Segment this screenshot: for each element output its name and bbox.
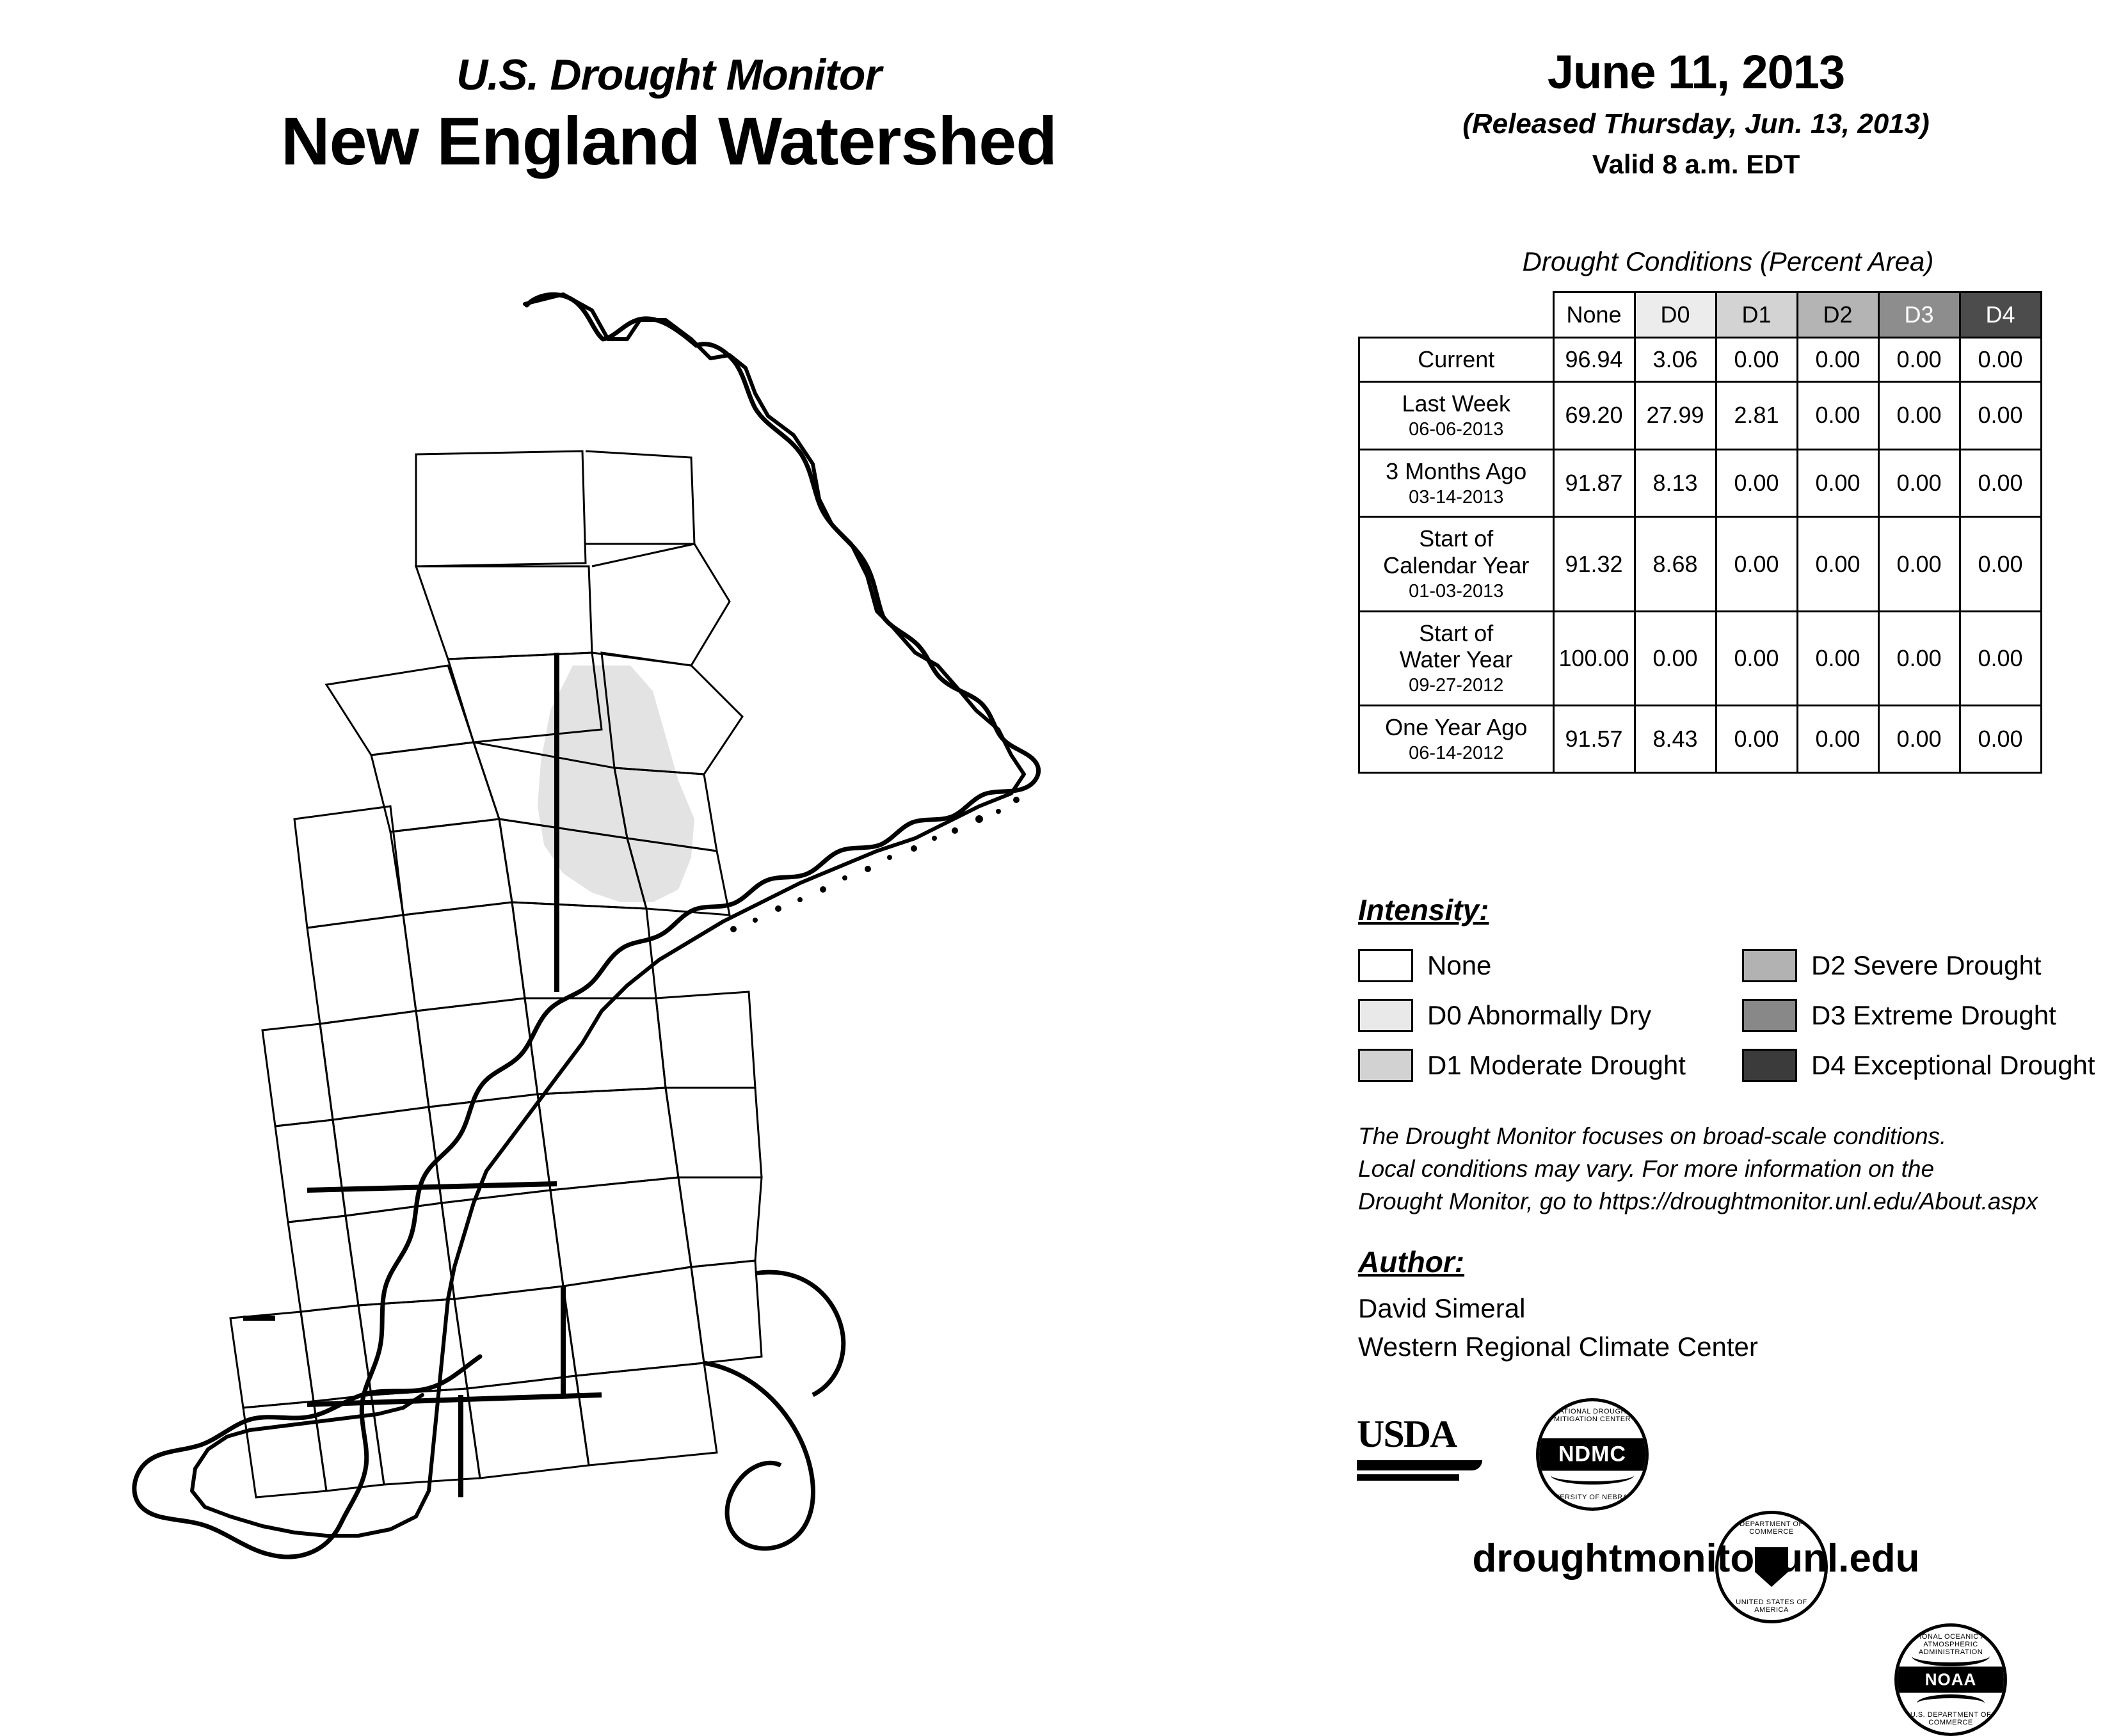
- cell-lastweek-d1: 2.81: [1716, 382, 1797, 450]
- row-label-one-year-ago: [1359, 705, 1554, 773]
- table-row: [1359, 449, 2042, 517]
- author-organization: Western Regional Climate Center: [1358, 1331, 1758, 1362]
- disclaimer-line-1: The Drought Monitor focuses on broad-scale conditions.: [1358, 1123, 1947, 1149]
- cell-wateryear-d3: 0.00: [1878, 611, 1960, 705]
- author-title: Author:: [1358, 1245, 1465, 1278]
- legend-item-d3: [1742, 991, 2095, 1040]
- disclaimer-line-2: Local conditions may vary. For more information on the: [1358, 1156, 1935, 1183]
- watershed-boundary: [134, 294, 1039, 1557]
- cell-oneyear-d2: 0.00: [1797, 705, 1878, 773]
- cell-current-d2: 0.00: [1797, 338, 1878, 382]
- cell-calyear-d2: 0.00: [1797, 517, 1878, 611]
- disclaimer-line-3: Drought Monitor, go to https://droughtmonitor.unl.edu/About.aspx: [1358, 1188, 2038, 1215]
- table-row: [1359, 382, 2042, 450]
- cell-3months-d0: 8.13: [1635, 449, 1716, 517]
- row-sub-date: 06-06-2013: [1409, 419, 1504, 440]
- cell-lastweek-none: 69.20: [1553, 382, 1635, 450]
- legend-label-d0: D0 Abnormally Dry: [1427, 1000, 1652, 1030]
- cell-lastweek-d3: 0.00: [1878, 382, 1960, 450]
- legend-label-d3: D3 Extreme Drought: [1811, 1000, 2056, 1030]
- row-sub-date: 01-03-2013: [1409, 581, 1504, 602]
- doc-logo-bottom-text: UNITED STATES OF AMERICA: [1736, 1598, 1807, 1614]
- cell-wateryear-d4: 0.00: [1960, 611, 2041, 705]
- cell-calyear-d4: 0.00: [1960, 517, 2041, 611]
- ndmc-wave-icon: [1551, 1466, 1634, 1485]
- title-block: [96, 51, 1242, 181]
- drought-conditions-table: [1358, 291, 2042, 774]
- legend-label-d1: D1 Moderate Drought: [1427, 1050, 1686, 1080]
- noaa-logo-top-text: NATIONAL OCEANIC AND ATMOSPHERIC ADMINISTRATION: [1905, 1633, 1997, 1656]
- row-label-start-water-year: [1359, 611, 1554, 705]
- row-label-current: [1359, 338, 1554, 382]
- author-name: David Simeral: [1358, 1293, 1526, 1323]
- cell-oneyear-d4: 0.00: [1960, 705, 2041, 773]
- row-label-text: Last Week: [1402, 390, 1510, 417]
- ndmc-logo-bottom-text: UNIVERSITY OF NEBRASKA: [1541, 1493, 1644, 1501]
- ndmc-logo: [1536, 1398, 1649, 1511]
- table-row: [1359, 611, 2042, 705]
- usda-logo: [1357, 1412, 1482, 1481]
- column-header-d4: D4: [1960, 292, 2041, 338]
- cape-cod-coastline: [704, 1272, 844, 1549]
- cell-lastweek-d2: 0.00: [1797, 382, 1878, 450]
- map-container[interactable]: [115, 243, 1242, 1574]
- noaa-logo-text: NOAA: [1898, 1667, 2004, 1693]
- drought-area-d0: [538, 665, 694, 902]
- cell-oneyear-d3: 0.00: [1878, 705, 1960, 773]
- row-label-last-week: [1359, 382, 1554, 450]
- swatch-d4-icon: [1742, 1049, 1797, 1082]
- state-outline: [192, 294, 1024, 1536]
- column-header-d3: D3: [1878, 292, 1960, 338]
- legend-item-d0: [1358, 991, 1686, 1040]
- row-sub-date: 03-14-2013: [1409, 487, 1504, 508]
- swatch-d2-icon: [1742, 949, 1797, 982]
- cell-3months-d3: 0.00: [1878, 449, 1960, 517]
- ndmc-logo-top-text: NATIONAL DROUGHT MITIGATION CENTER: [1553, 1408, 1631, 1423]
- row-sub-date: 06-14-2012: [1409, 743, 1504, 764]
- new-england-watershed-map[interactable]: [115, 243, 1242, 1574]
- swatch-d3-icon: [1742, 999, 1797, 1032]
- row-label-text: One Year Ago: [1385, 713, 1528, 740]
- cell-current-none: 96.94: [1553, 338, 1635, 382]
- legend-label-d2: D2 Severe Drought: [1811, 950, 2042, 980]
- noaa-wave-icon: [1912, 1646, 1990, 1666]
- row-label-line1: Start of: [1419, 619, 1494, 646]
- cell-3months-d2: 0.00: [1797, 449, 1878, 517]
- map-date: June 11, 2013: [1547, 45, 1845, 99]
- doc-logo-top-text: DEPARTMENT OF COMMERCE: [1740, 1520, 1804, 1536]
- column-header-none: None: [1553, 292, 1635, 338]
- cell-oneyear-d0: 8.43: [1635, 705, 1716, 773]
- legend-column-left: [1358, 941, 1686, 1090]
- footer-url[interactable]: droughtmonitor.unl.edu: [1472, 1536, 1920, 1581]
- cell-calyear-none: 91.32: [1553, 517, 1635, 611]
- cell-calyear-d1: 0.00: [1716, 517, 1797, 611]
- cell-wateryear-d2: 0.00: [1797, 611, 1878, 705]
- usda-logo-bar-icon: [1357, 1460, 1482, 1470]
- cell-current-d3: 0.00: [1878, 338, 1960, 382]
- cell-oneyear-none: 91.57: [1553, 705, 1635, 773]
- swatch-d0-icon: [1358, 999, 1413, 1032]
- cell-lastweek-d0: 27.99: [1635, 382, 1716, 450]
- intensity-title: Intensity:: [1358, 893, 1489, 927]
- release-date: (Released Thursday, Jun. 13, 2013): [1462, 108, 1930, 139]
- table-header-row: [1359, 292, 2042, 338]
- row-label-line1: Start of: [1419, 525, 1494, 552]
- cell-current-d1: 0.00: [1716, 338, 1797, 382]
- cell-wateryear-d1: 0.00: [1716, 611, 1797, 705]
- author-block: [1358, 1289, 1758, 1366]
- legend-item-d4: [1742, 1040, 2095, 1090]
- noaa-logo-bottom-text: U.S. DEPARTMENT OF COMMERCE: [1910, 1711, 1992, 1726]
- date-block: [1318, 45, 2074, 180]
- cell-oneyear-d1: 0.00: [1716, 705, 1797, 773]
- legend-label-d4: D4 Exceptional Drought: [1811, 1050, 2095, 1080]
- legend-column-right: [1742, 941, 2095, 1090]
- page-title: New England Watershed: [281, 103, 1057, 179]
- noaa-wave2-icon: [1917, 1694, 1985, 1712]
- program-title: U.S. Drought Monitor: [456, 51, 881, 99]
- legend-item-none: [1358, 941, 1686, 991]
- usda-logo-bar2-icon: [1357, 1474, 1459, 1481]
- row-label-text: 3 Months Ago: [1386, 458, 1527, 484]
- cell-3months-d1: 0.00: [1716, 449, 1797, 517]
- row-label-line2: Calendar Year: [1383, 552, 1530, 578]
- cell-wateryear-none: 100.00: [1553, 611, 1635, 705]
- row-sub-date: 09-27-2012: [1409, 675, 1504, 696]
- column-header-d1: D1: [1716, 292, 1797, 338]
- row-label-start-calendar-year: [1359, 517, 1554, 611]
- cell-calyear-d0: 8.68: [1635, 517, 1716, 611]
- legend-label-none: None: [1427, 950, 1492, 980]
- cell-wateryear-d0: 0.00: [1635, 611, 1716, 705]
- cell-calyear-d3: 0.00: [1878, 517, 1960, 611]
- row-label-3-months-ago: [1359, 449, 1554, 517]
- cell-lastweek-d4: 0.00: [1960, 382, 2041, 450]
- table-row: [1359, 338, 2042, 382]
- cell-current-d0: 3.06: [1635, 338, 1716, 382]
- row-label-line2: Water Year: [1399, 646, 1513, 673]
- noaa-logo: [1894, 1623, 2007, 1736]
- table-row: [1359, 705, 2042, 773]
- row-label-text: Current: [1418, 346, 1495, 373]
- column-header-d0: D0: [1635, 292, 1716, 338]
- table-row: [1359, 517, 2042, 611]
- disclaimer: [1358, 1120, 2112, 1218]
- cell-3months-none: 91.87: [1553, 449, 1635, 517]
- county-boundaries: [230, 451, 762, 1497]
- table-corner: [1359, 292, 1554, 338]
- cell-current-d4: 0.00: [1960, 338, 2041, 382]
- cell-3months-d4: 0.00: [1960, 449, 2041, 517]
- swatch-none-icon: [1358, 949, 1413, 982]
- column-header-d2: D2: [1797, 292, 1878, 338]
- swatch-d1-icon: [1358, 1049, 1413, 1082]
- legend-item-d1: [1358, 1040, 1686, 1090]
- table-caption: Drought Conditions (Percent Area): [1522, 246, 1934, 276]
- usda-logo-text: USDA: [1357, 1413, 1457, 1455]
- valid-time: Valid 8 a.m. EDT: [1592, 149, 1800, 179]
- ndmc-logo-text: NDMC: [1539, 1438, 1645, 1471]
- legend-item-d2: [1742, 941, 2095, 991]
